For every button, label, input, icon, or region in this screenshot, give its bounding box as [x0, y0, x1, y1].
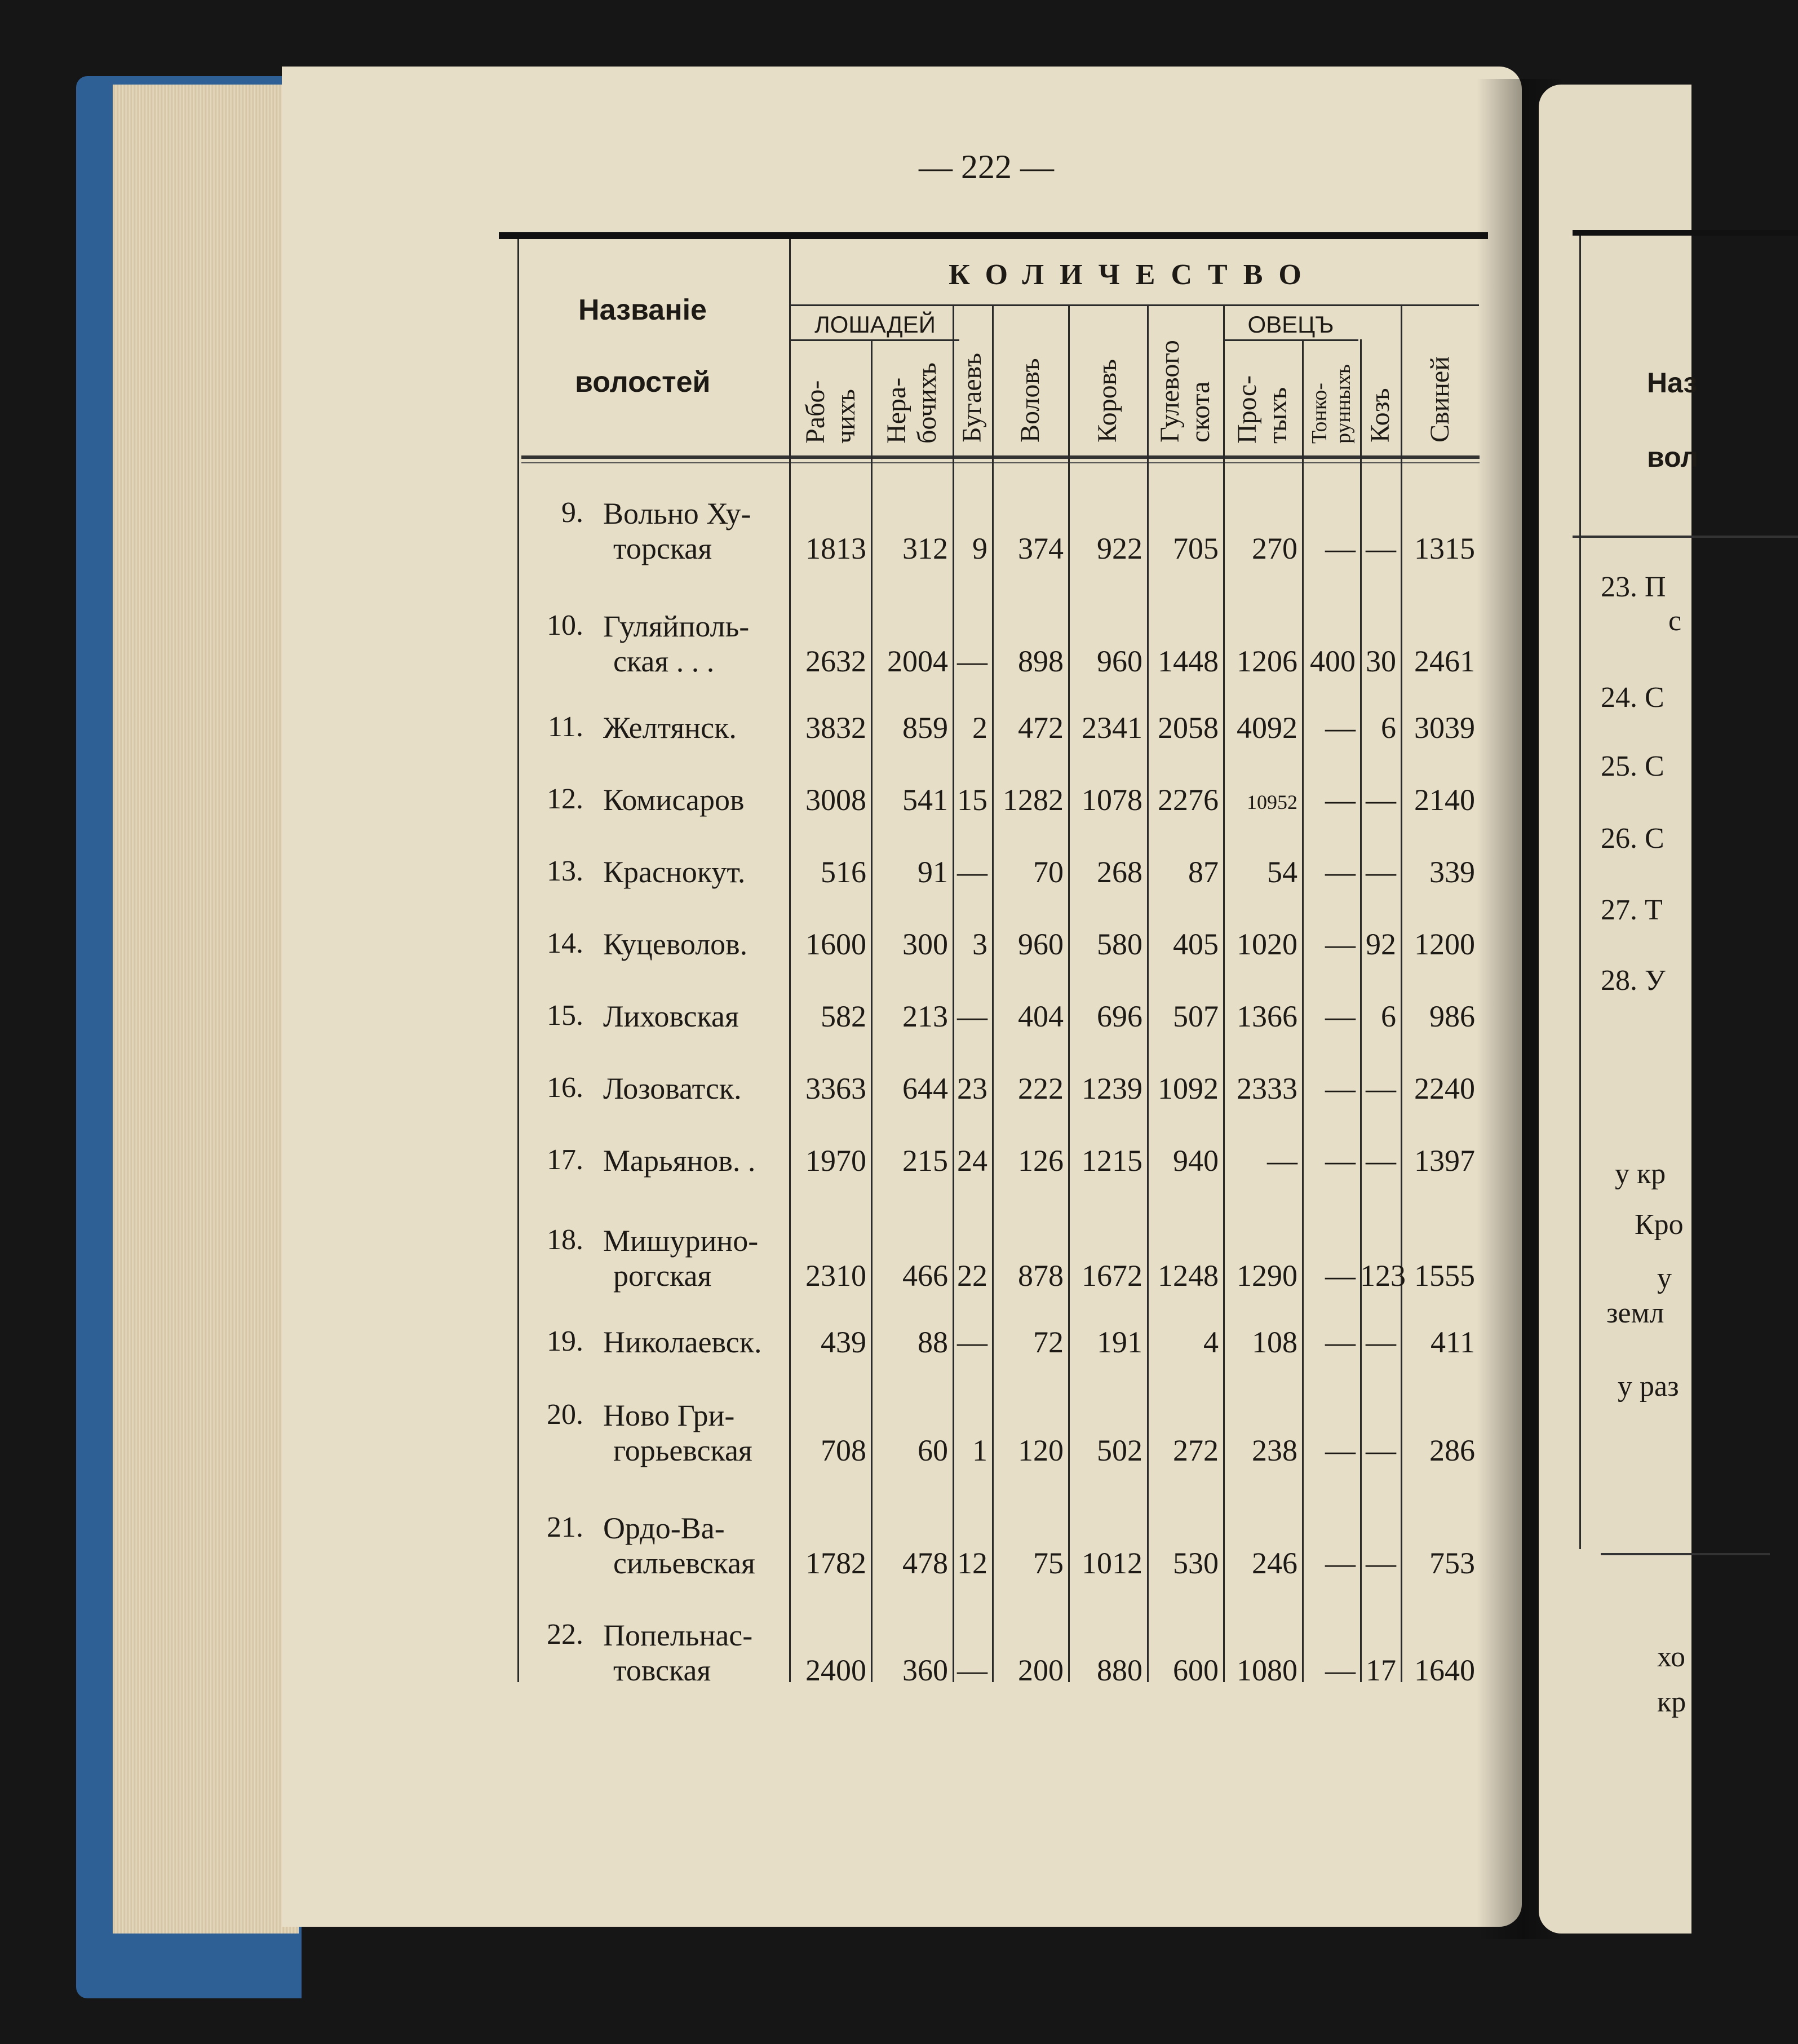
right-text-4: земл [1606, 1297, 1664, 1329]
column-header: Прос- тыхъ [1232, 375, 1292, 444]
table-cell: 2058 [1158, 711, 1219, 745]
row-number: 22. [547, 1618, 583, 1651]
table-top-rule [499, 232, 1488, 239]
right-row-24: 24. С [1601, 682, 1664, 714]
table-cell: 940 [1173, 1144, 1219, 1178]
table-cell: 1239 [1082, 1072, 1142, 1105]
table-cell: 1813 [805, 532, 866, 565]
table-row [530, 999, 1482, 1050]
table-cell: 898 [1018, 644, 1064, 678]
table-cell: 859 [902, 711, 948, 745]
table-cell: 123 [1360, 1259, 1406, 1293]
row-number: 15. [547, 999, 583, 1032]
table-row [530, 1223, 1482, 1308]
volost-name: Николаевск. [603, 1325, 762, 1359]
table-cell: 400 [1310, 644, 1356, 678]
table-cell: 1092 [1158, 1072, 1219, 1105]
volost-name: Ново Гри- [603, 1399, 735, 1432]
table-cell: 10952 [1247, 791, 1297, 813]
table-cell: 1366 [1237, 999, 1297, 1033]
right-row-23: 23. П [1601, 571, 1666, 603]
table-cell: 213 [902, 999, 948, 1033]
right-row-28: 28. У [1601, 965, 1666, 997]
volost-name: Краснокут. [603, 855, 746, 889]
table-cell: 960 [1097, 644, 1142, 678]
table-cell: 72 [1033, 1325, 1064, 1359]
table-cell: 1206 [1237, 644, 1297, 678]
row-number: 17. [547, 1144, 583, 1176]
table-cell: 1555 [1414, 1259, 1475, 1293]
table-cell: — [957, 855, 987, 889]
table-cell: — [1267, 1144, 1297, 1178]
table-cell: 360 [902, 1653, 948, 1687]
table-cell: 4 [1203, 1325, 1219, 1359]
table-cell: 2276 [1158, 783, 1219, 817]
table-cell: — [1366, 783, 1396, 817]
volost-name: Попельнас- [603, 1618, 753, 1652]
table-cell: 530 [1173, 1546, 1219, 1580]
table-row [530, 927, 1482, 977]
table-cell: 2333 [1237, 1072, 1297, 1105]
table-cell: — [1325, 711, 1356, 745]
quantity-header-rule [790, 304, 1479, 306]
column-header: Воловъ [1015, 358, 1045, 443]
volost-name: Куцеволов. [603, 927, 748, 961]
volost-name: сильевская [613, 1546, 755, 1580]
volost-name: Ордо-Ва- [603, 1511, 725, 1545]
column-header: Рабо- чихъ [800, 380, 861, 444]
table-cell: — [957, 1653, 987, 1687]
table-cell: — [957, 999, 987, 1033]
table-cell: — [1366, 1434, 1396, 1467]
page-number: — 222 — [919, 148, 1054, 185]
table-cell: 1397 [1414, 1144, 1475, 1178]
table-cell: 2400 [805, 1653, 866, 1687]
table-cell: 9 [972, 532, 987, 565]
table-cell: 120 [1018, 1434, 1064, 1467]
table-cell: 2004 [887, 644, 948, 678]
table-cell: 87 [1188, 855, 1219, 889]
table-cell: 1 [972, 1434, 987, 1467]
right-text-6: хо [1657, 1641, 1686, 1673]
table-cell: — [957, 644, 987, 678]
table-cell: 272 [1173, 1434, 1219, 1467]
row-number: 18. [547, 1224, 583, 1256]
right-page-top-rule [1573, 230, 1798, 236]
page-stack [113, 85, 299, 1934]
row-number: 11. [547, 711, 583, 743]
volost-name: ская . . . [613, 644, 715, 678]
table-cell: 222 [1018, 1072, 1064, 1105]
table-cell: 6 [1381, 999, 1396, 1033]
table-cell: — [1325, 927, 1356, 961]
table-cell: 238 [1252, 1434, 1297, 1467]
table-cell: 374 [1018, 532, 1064, 565]
volost-name: Лозоватск. [603, 1072, 742, 1105]
volost-name: Комисаров [603, 783, 745, 817]
table-cell: — [1325, 532, 1356, 565]
table-cell: 108 [1252, 1325, 1297, 1359]
volost-name: товская [613, 1653, 711, 1687]
table-row [530, 782, 1482, 833]
table-cell: 339 [1429, 855, 1475, 889]
table-cell: — [957, 1325, 987, 1359]
row-number: 13. [547, 855, 583, 887]
column-header: Тонко- рунныхъ [1307, 364, 1355, 444]
sheep-group-header: ОВЕЦЪ [1247, 311, 1334, 338]
table-cell: 24 [957, 1144, 987, 1178]
table-cell: 960 [1018, 927, 1064, 961]
table-cell: 2341 [1082, 711, 1142, 745]
table-row [530, 1325, 1482, 1375]
column-header: Нера- бочихъ [881, 362, 942, 444]
table-cell: — [1366, 1325, 1396, 1359]
table-cell: 2461 [1414, 644, 1475, 678]
table-row [530, 496, 1482, 581]
table-cell: 22 [957, 1259, 987, 1293]
table-cell: 405 [1173, 927, 1219, 961]
right-page-left-border [1579, 236, 1581, 1549]
table-cell: 478 [902, 1546, 948, 1580]
column-header: Коровъ [1092, 359, 1122, 443]
table-cell: 580 [1097, 927, 1142, 961]
volost-name: Марьянов. . [603, 1144, 756, 1178]
table-header-rule-thin [521, 462, 1480, 463]
volost-name: Вольно Ху- [603, 497, 751, 530]
table-row [530, 710, 1482, 761]
table-cell: — [1325, 1325, 1356, 1359]
table-left-border [517, 239, 519, 1682]
table-cell: 1200 [1414, 927, 1475, 961]
table-row [530, 855, 1482, 905]
table-cell: 439 [821, 1325, 866, 1359]
right-text-3: у [1657, 1262, 1672, 1294]
right-row-25: 25. С [1601, 750, 1664, 782]
table-cell: 878 [1018, 1259, 1064, 1293]
table-cell: 1248 [1158, 1259, 1219, 1293]
table-row [530, 1618, 1482, 1702]
row-number: 14. [547, 927, 583, 959]
name-header-line2: волостей [575, 366, 711, 399]
table-cell: 60 [918, 1434, 948, 1467]
table-row [530, 609, 1482, 693]
row-number: 20. [547, 1399, 583, 1431]
table-cell: 4092 [1237, 711, 1297, 745]
right-row-27: 27. Т [1601, 894, 1663, 926]
table-cell: 582 [821, 999, 866, 1033]
table-cell: 30 [1366, 644, 1396, 678]
table-cell: 502 [1097, 1434, 1142, 1467]
table-cell: — [1325, 1072, 1356, 1105]
table-cell: 15 [957, 783, 987, 817]
right-row-23-cont: с [1668, 605, 1682, 637]
table-cell: 88 [918, 1325, 948, 1359]
table-cell: — [1325, 783, 1356, 817]
table-cell: — [1325, 1259, 1356, 1293]
table-cell: 3039 [1414, 711, 1475, 745]
table-cell: 300 [902, 927, 948, 961]
table-cell: 286 [1429, 1434, 1475, 1467]
table-cell: 23 [957, 1072, 987, 1105]
table-cell: 1080 [1237, 1653, 1297, 1687]
table-cell: 1448 [1158, 644, 1219, 678]
table-cell: 91 [918, 855, 948, 889]
table-cell: 2140 [1414, 783, 1475, 817]
table-cell: — [1325, 1434, 1356, 1467]
table-cell: 200 [1018, 1653, 1064, 1687]
right-row-26: 26. С [1601, 822, 1664, 855]
table-cell: — [1366, 855, 1396, 889]
table-cell: 922 [1097, 532, 1142, 565]
table-row [530, 1398, 1482, 1483]
volost-name: торская [613, 532, 712, 565]
table-cell: 696 [1097, 999, 1142, 1033]
volost-name: Гуляйполь- [603, 609, 750, 643]
table-cell: 708 [821, 1434, 866, 1467]
table-cell: 3832 [805, 711, 866, 745]
table-cell: 1600 [805, 927, 866, 961]
table-cell: — [1366, 1072, 1396, 1105]
table-cell: 600 [1173, 1653, 1219, 1687]
table-cell: 1640 [1414, 1653, 1475, 1687]
right-header-line1: Наз [1647, 367, 1698, 399]
table-cell: 2632 [805, 644, 866, 678]
table-cell: 516 [821, 855, 866, 889]
volost-name: Мишурино- [603, 1224, 759, 1258]
right-page-header-rule [1573, 536, 1798, 538]
table-cell: 312 [902, 532, 948, 565]
table-cell: 1215 [1082, 1144, 1142, 1178]
table-cell: 404 [1018, 999, 1064, 1033]
table-row [530, 1071, 1482, 1122]
table-cell: — [1325, 1546, 1356, 1580]
table-cell: 3 [972, 927, 987, 961]
row-number: 12. [547, 783, 583, 815]
volost-name: Желтянск. [603, 711, 737, 745]
right-text-1: у кр [1615, 1158, 1666, 1190]
table-cell: 12 [957, 1546, 987, 1580]
table-cell: — [1325, 1653, 1356, 1687]
table-cell: 268 [1097, 855, 1142, 889]
column-header: Бугаевъ [957, 353, 987, 443]
table-cell: 644 [902, 1072, 948, 1105]
table-cell: 1315 [1414, 532, 1475, 565]
column-header: Козъ [1365, 388, 1395, 443]
row-number: 16. [547, 1072, 583, 1104]
table-cell: 2310 [805, 1259, 866, 1293]
table-cell: 1078 [1082, 783, 1142, 817]
table-cell: — [1366, 532, 1396, 565]
table-cell: 6 [1381, 711, 1396, 745]
column-header: Свиней [1425, 356, 1455, 443]
right-header-line2: вол [1647, 441, 1699, 473]
table-cell: 3008 [805, 783, 866, 817]
table-row [530, 1143, 1482, 1194]
table-cell: 246 [1252, 1546, 1297, 1580]
table-cell: — [1325, 999, 1356, 1033]
table-cell: 3363 [805, 1072, 866, 1105]
name-header-line1: Названіе [578, 294, 707, 326]
table-cell: 92 [1366, 927, 1396, 961]
table-cell: 1672 [1082, 1259, 1142, 1293]
row-number: 10. [547, 609, 583, 641]
table-cell: 466 [902, 1259, 948, 1293]
volost-name: Лиховская [603, 999, 739, 1033]
right-page [1539, 85, 1699, 1934]
row-number: 9. [561, 497, 583, 529]
right-text-2: Кро [1635, 1209, 1684, 1241]
table-cell: 1012 [1082, 1546, 1142, 1580]
horses-group-header: ЛОШАДЕЙ [814, 311, 936, 338]
sheep-group-rule [1223, 339, 1358, 341]
table-cell: — [1366, 1546, 1396, 1580]
table-cell: 1020 [1237, 927, 1297, 961]
table-cell: 270 [1252, 532, 1297, 565]
table-cell: — [1325, 1144, 1356, 1178]
right-page-bottom-rule [1601, 1553, 1770, 1555]
table-cell: 753 [1429, 1546, 1475, 1580]
table-cell: 75 [1033, 1546, 1064, 1580]
table-cell: 191 [1097, 1325, 1142, 1359]
column-header: Гулевого скота [1154, 340, 1215, 443]
volost-name: горьевская [613, 1434, 752, 1467]
table-cell: 17 [1366, 1653, 1396, 1687]
table-cell: 411 [1431, 1325, 1475, 1359]
table-cell: 70 [1033, 855, 1064, 889]
table-cell: 126 [1018, 1144, 1064, 1178]
table-cell: 1290 [1237, 1259, 1297, 1293]
table-cell: 472 [1018, 711, 1064, 745]
table-cell: 2240 [1414, 1072, 1475, 1105]
right-text-5: у раз [1618, 1370, 1679, 1403]
row-number: 19. [547, 1325, 583, 1357]
table-cell: 507 [1173, 999, 1219, 1033]
table-cell: 1782 [805, 1546, 866, 1580]
table-cell: 2 [972, 711, 987, 745]
table-cell: 986 [1429, 999, 1475, 1033]
table-cell: 54 [1267, 855, 1297, 889]
quantity-header: КОЛИЧЕСТВО [949, 259, 1317, 291]
table-row [530, 1511, 1482, 1595]
table-cell: 1282 [1003, 783, 1064, 817]
table-cell: — [1325, 855, 1356, 889]
row-number: 21. [547, 1511, 583, 1543]
table-cell: 705 [1173, 532, 1219, 565]
right-text-7: кр [1657, 1686, 1686, 1718]
table-cell: 215 [902, 1144, 948, 1178]
table-cell: 880 [1097, 1653, 1142, 1687]
table-cell: 1970 [805, 1144, 866, 1178]
table-header-rule [521, 455, 1480, 459]
table-cell: 541 [902, 783, 948, 817]
horses-group-rule [790, 339, 959, 341]
table-cell: — [1366, 1144, 1396, 1178]
volost-name: рогская [613, 1259, 712, 1293]
